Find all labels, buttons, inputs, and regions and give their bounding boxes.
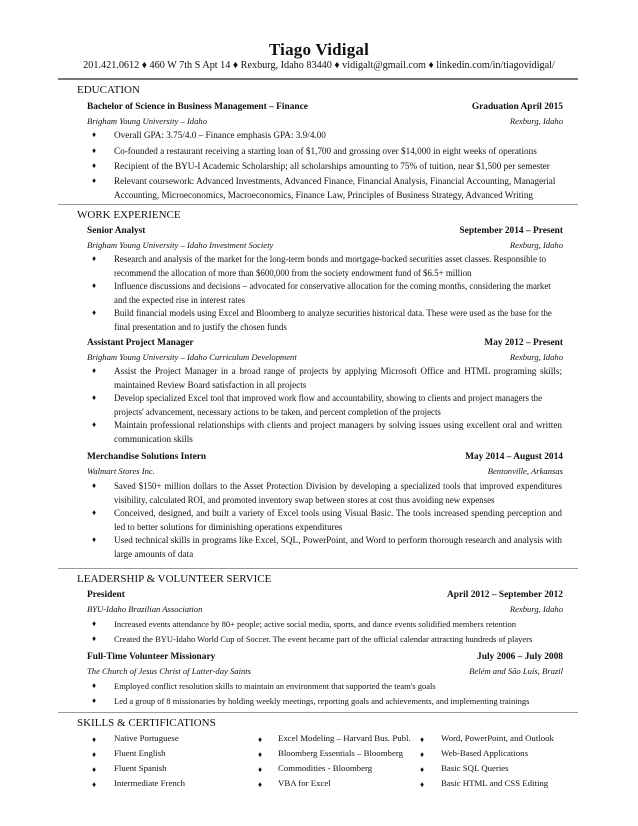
skill-item: Basic SQL Queries bbox=[441, 763, 509, 773]
skill-item: VBA for Excel bbox=[278, 778, 331, 788]
bullet-diamond-icon: ♦ bbox=[92, 735, 97, 744]
city-address: Rexburg, Idaho 83440 bbox=[240, 60, 332, 71]
school: Brigham Young University – Idaho bbox=[87, 116, 207, 126]
job-bullet: Influence discussions and decisions – advocated for conservative allocation for the coming months, considering the market and the expected rise in interest rates bbox=[114, 281, 551, 305]
bullet-diamond-icon: ♦ bbox=[92, 366, 97, 375]
bullet-diamond-icon: ♦ bbox=[92, 161, 97, 170]
role-bullet: Led a group of 8 missionaries by holding weekly meetings, reporting goals and achievements, and implementing trainings bbox=[114, 696, 530, 706]
skill-item: Bloomberg Essentials – Bloomberg bbox=[278, 748, 404, 758]
job-bullet: Saved $150+ million dollars to the Asset Protection Division by developing a specialized tools that improved expenditures visibility, calculated ROI, and promoted inventory swap between stores at cost thus avoiding new expenses bbox=[114, 481, 562, 505]
job-org: Brigham Young University – Idaho Investment Society bbox=[87, 240, 274, 250]
bullet-diamond-icon: ♦ bbox=[92, 308, 97, 317]
job-org-row bbox=[87, 466, 563, 476]
role-date: April 2012 – September 2012 bbox=[447, 590, 563, 600]
separator-diamond-icon: ♦ bbox=[232, 60, 239, 71]
bullet-diamond-icon: ♦ bbox=[420, 750, 425, 759]
skill-item: Intermediate French bbox=[114, 778, 186, 788]
job-bullet: Build financial models using Excel and Bloomberg to analyze securities historical data. These were used as the base for the final presentation and to justify the chosen funds bbox=[114, 308, 552, 332]
skill-item: Native Portuguese bbox=[114, 733, 179, 743]
bullet-diamond-icon: ♦ bbox=[92, 481, 97, 490]
education-bullet: Relevant coursework: Advanced Investments, Advanced Finance, Financial Analysis, Financial Accounting, Managerial Accounting, Microeconomics, Macroeconomics, Finance Law, Principles of Business Strategy, Advanced Writing bbox=[114, 176, 556, 200]
role-date: July 2006 – July 2008 bbox=[477, 652, 563, 662]
bullet-diamond-icon: ♦ bbox=[420, 780, 425, 789]
school-location: Rexburg, Idaho bbox=[509, 116, 563, 126]
role-bullet: Increased events attendance by 80+ people; active social media, sports, and dance events solidified members retention bbox=[114, 619, 517, 629]
skill-item: Web-Based Applications bbox=[441, 748, 528, 758]
bullet-diamond-icon: ♦ bbox=[92, 780, 97, 789]
education-bullet: Recipient of the BYU-I Academic Scholarship; all scholarships amounting to 75% of tuition, near $1,500 per semester bbox=[114, 161, 550, 171]
job-org: Walmart Stores Inc. bbox=[87, 466, 155, 476]
bullet-diamond-icon: ♦ bbox=[92, 508, 97, 517]
phone: 201.421.0612 bbox=[83, 60, 140, 71]
job-location: Rexburg, Idaho bbox=[509, 240, 563, 250]
separator-diamond-icon: ♦ bbox=[141, 60, 147, 71]
job-location: Bentonville, Arkansas bbox=[487, 466, 563, 476]
candidate-name: Tiago Vidigal bbox=[268, 40, 370, 59]
role-header-row bbox=[87, 652, 563, 662]
skill-item: Basic HTML and CSS Editing bbox=[441, 778, 549, 788]
section-heading-work: WORK EXPERIENCE bbox=[77, 209, 181, 221]
section-heading-skills: SKILLS & CERTIFICATIONS bbox=[77, 717, 216, 729]
bullet-diamond-icon: ♦ bbox=[258, 750, 263, 759]
job-bullet: Develop specialized Excel tool that improved work flow and accountability, showing to clients and project managers the projects' advancement, necessary actions to be taken, and percent completion of the projects bbox=[114, 393, 543, 417]
job-date: May 2012 – Present bbox=[484, 338, 563, 348]
job-header-row bbox=[87, 226, 563, 236]
job-bullet: Used technical skills in programs like Excel, SQL, PowerPoint, and Word to perform thorough research and analysis with large amounts of data bbox=[114, 535, 562, 559]
job-date: September 2014 – Present bbox=[459, 226, 563, 236]
separator-diamond-icon: ♦ bbox=[334, 60, 340, 71]
job-org-row bbox=[87, 240, 563, 250]
job-date: May 2014 – August 2014 bbox=[465, 452, 563, 462]
header-divider bbox=[58, 78, 578, 80]
skill-item: Excel Modeling – Harvard Bus. Publ. bbox=[278, 733, 411, 743]
bullet-diamond-icon: ♦ bbox=[92, 696, 97, 705]
role-bullet: Created the BYU-Idaho World Cup of Soccer. The event became part of the official calendar attracting hundreds of players bbox=[114, 634, 533, 644]
bullet-diamond-icon: ♦ bbox=[92, 634, 97, 643]
bullet-diamond-icon: ♦ bbox=[92, 619, 97, 628]
degree: Bachelor of Science in Business Management – Finance bbox=[87, 102, 308, 112]
section-divider bbox=[58, 568, 578, 569]
street-address: 460 W 7th S Apt 14 bbox=[149, 60, 231, 71]
bullet-diamond-icon: ♦ bbox=[258, 735, 263, 744]
role-bullet: Employed conflict resolution skills to maintain an environment that supported the team's goals bbox=[114, 681, 436, 691]
job-bullet: Assist the Project Manager in a broad range of projects by applying Microsoft Office and HTML programing skills; maintained Review Board satisfaction in all projects bbox=[114, 366, 562, 390]
education-bullet: Overall GPA: 3.75/4.0 – Finance emphasis GPA: 3.9/4.00 bbox=[114, 130, 326, 140]
skill-item: Fluent Spanish bbox=[114, 763, 167, 773]
education-header-row bbox=[87, 102, 563, 112]
bullet-diamond-icon: ♦ bbox=[92, 750, 97, 759]
job-org: Brigham Young University – Idaho Curriculum Development bbox=[87, 352, 297, 362]
bullet-diamond-icon: ♦ bbox=[92, 393, 97, 402]
graduation-date: Graduation April 2015 bbox=[471, 102, 563, 112]
role-title: President bbox=[87, 590, 125, 600]
role-org-row bbox=[87, 604, 563, 614]
section-heading-leadership: LEADERSHIP & VOLUNTEER SERVICE bbox=[77, 573, 272, 585]
section-heading-education: EDUCATION bbox=[77, 84, 140, 96]
bullet-diamond-icon: ♦ bbox=[92, 176, 97, 185]
job-header-row bbox=[87, 338, 563, 348]
job-org-row bbox=[87, 352, 563, 362]
job-bullet: Conceived, designed, and built a variety of Excel tools using Visual Basic. The tools increased spending perception and led to better solutions for diminishing operations expenditures bbox=[114, 508, 562, 532]
skill-item: Commodities - Bloomberg bbox=[278, 763, 373, 773]
job-bullet: Maintain professional relationships with clients and project managers by solving issues using excellent oral and written communication skills bbox=[114, 420, 562, 444]
role-location: Belém and São Luís, Brazil bbox=[469, 666, 563, 676]
bullet-diamond-icon: ♦ bbox=[92, 146, 97, 155]
bullet-diamond-icon: ♦ bbox=[420, 765, 425, 774]
job-title: Merchandise Solutions Intern bbox=[87, 452, 207, 462]
contact-line bbox=[0, 60, 638, 71]
bullet-diamond-icon: ♦ bbox=[92, 281, 97, 290]
role-org-row bbox=[87, 666, 563, 676]
education-school-row bbox=[87, 116, 563, 126]
skill-item: Word, PowerPoint, and Outlook bbox=[441, 733, 554, 743]
job-header-row bbox=[87, 452, 563, 462]
separator-diamond-icon: ♦ bbox=[428, 60, 434, 71]
job-title: Senior Analyst bbox=[87, 226, 146, 236]
section-divider bbox=[58, 712, 578, 713]
bullet-diamond-icon: ♦ bbox=[258, 780, 263, 789]
section-divider bbox=[58, 204, 578, 205]
education-bullet: Co-founded a restaurant receiving a starting loan of $1,700 and grossing over $14,000 in eight weeks of operations bbox=[114, 146, 537, 156]
linkedin-url: linkedin.com/in/tiagovidigal/ bbox=[436, 60, 555, 71]
bullet-diamond-icon: ♦ bbox=[92, 765, 97, 774]
bullet-diamond-icon: ♦ bbox=[258, 765, 263, 774]
role-title: Full-Time Volunteer Missionary bbox=[87, 652, 216, 662]
skill-item: Fluent English bbox=[114, 748, 166, 758]
bullet-diamond-icon: ♦ bbox=[92, 130, 97, 139]
email: vidigalt@gmail.com bbox=[342, 60, 426, 71]
role-org: The Church of Jesus Christ of Latter-day Saints bbox=[87, 666, 251, 676]
bullet-diamond-icon: ♦ bbox=[92, 254, 97, 263]
bullet-diamond-icon: ♦ bbox=[92, 681, 97, 690]
job-title: Assistant Project Manager bbox=[87, 338, 194, 348]
role-header-row bbox=[87, 590, 563, 600]
bullet-diamond-icon: ♦ bbox=[92, 535, 97, 544]
bullet-diamond-icon: ♦ bbox=[420, 735, 425, 744]
bullet-diamond-icon: ♦ bbox=[92, 420, 97, 429]
job-bullet: Research and analysis of the market for the long-term bonds and mortgage-backed securities asset classes. Responsible to recommend the allocation of more than $600,000 from the society endowment fund of $6.5+ million bbox=[114, 254, 547, 278]
role-location: Rexburg, Idaho bbox=[509, 604, 563, 614]
job-location: Rexburg, Idaho bbox=[509, 352, 563, 362]
role-org: BYU-Idaho Brazilian Association bbox=[87, 604, 203, 614]
